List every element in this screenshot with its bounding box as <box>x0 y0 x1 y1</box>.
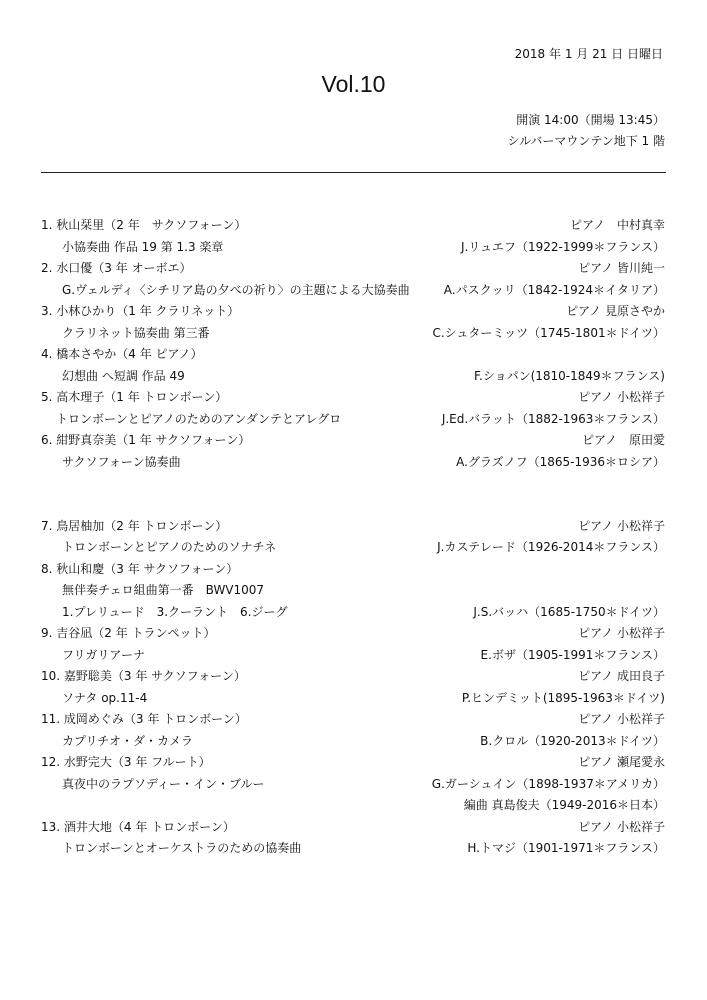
composer: F.ショパン(1810-1849＊フランス) <box>474 369 665 383</box>
composer: J.リュエフ（1922-1999＊フランス） <box>460 240 665 254</box>
program-line <box>0 666 707 686</box>
composer: P.ヒンデミット(1895-1963＊ドイツ) <box>461 691 665 705</box>
composer: C.シュターミッツ（1745-1801＊ドイツ） <box>432 326 665 340</box>
program-line <box>0 752 707 772</box>
performer: 7. 鳥居柚加（2 年 トロンボーン） <box>41 519 228 533</box>
performer: 5. 高木理子（1 年 トロンボーン） <box>41 390 228 404</box>
composer: J.カステレード（1926-2014＊フランス） <box>437 540 665 554</box>
piece-title: 幻想曲 へ短調 作品 49 <box>62 369 185 383</box>
accompanist: ピアノ 見原さやか <box>566 304 665 318</box>
program-line <box>0 731 707 751</box>
performer: 8. 秋山和慶（3 年 サクソフォーン） <box>41 562 239 576</box>
piece-title: 無伴奏チェロ組曲第一番 BWV1007 <box>62 583 265 597</box>
accompanist: ピアノ 成田良子 <box>578 669 665 683</box>
piece-title: カプリチオ・ダ・カメラ <box>62 734 194 748</box>
concert-date: 2018 年 1 月 21 日 日曜日 <box>514 47 663 61</box>
accompanist: ピアノ 中村真幸 <box>569 218 665 232</box>
performer: 9. 吉谷凪（2 年 トランペット） <box>41 626 216 640</box>
volume-title: Vol.10 <box>321 71 386 97</box>
performer: 6. 紺野真奈美（1 年 サクソフォーン） <box>41 433 251 447</box>
accompanist: ピアノ 小松祥子 <box>578 519 665 533</box>
piece-title: サクソフォーン協奏曲 <box>62 455 181 469</box>
piece-title: ソナタ op.11-4 <box>62 691 148 705</box>
program-line <box>0 580 707 600</box>
composer: J.Ed.バラット（1882-1963＊フランス） <box>441 412 665 426</box>
composer: H.トマジ（1901-1971＊フランス） <box>467 841 665 855</box>
accompanist: ピアノ 小松祥子 <box>578 390 665 404</box>
program-line <box>0 430 707 450</box>
movement-list: 1.プレリュード 3.クーラント 6.ジーグ <box>62 605 288 619</box>
program-line <box>0 366 707 386</box>
accompanist: ピアノ 原田愛 <box>581 433 665 447</box>
piece-title: フリガリアーナ <box>62 648 146 662</box>
piece-title: 小協奏曲 作品 19 第 1.3 楽章 <box>62 240 224 254</box>
program-line <box>0 344 707 364</box>
program-line <box>0 709 707 729</box>
program-line <box>0 688 707 708</box>
performer: 11. 成岡めぐみ（3 年 トロンボーン） <box>41 712 247 726</box>
performer: 10. 嘉野聡美（3 年 サクソフォーン） <box>41 669 246 683</box>
program-line <box>0 323 707 343</box>
piece-title: クラリネット協奏曲 第三番 <box>62 326 210 340</box>
program-line <box>0 774 707 794</box>
program-line <box>0 537 707 557</box>
program-line <box>0 452 707 472</box>
program-line <box>0 602 707 622</box>
composer: A.グラズノフ（1865-1936＊ロシア） <box>456 455 665 469</box>
accompanist: ピアノ 小松祥子 <box>578 712 665 726</box>
composer: E.ボザ（1905-1991＊フランス） <box>480 648 665 662</box>
program-line <box>0 516 707 536</box>
header-divider <box>41 172 666 173</box>
program-line <box>0 215 707 235</box>
accompanist: ピアノ 小松祥子 <box>578 626 665 640</box>
composer: J.S.バッハ（1685-1750＊ドイツ） <box>473 605 665 619</box>
program-line <box>0 838 707 858</box>
accompanist: ピアノ 皆川純一 <box>578 261 665 275</box>
performer: 13. 酒井大地（4 年 トロンボーン） <box>41 820 235 834</box>
composer: G.ガーシュイン（1898-1937＊アメリカ） <box>431 777 665 791</box>
piece-title: トロンボーンとピアノのためのアンダンテとアレグロ <box>56 412 342 426</box>
piece-title: 真夜中のラプソディー・イン・ブルー <box>62 777 265 791</box>
program-line <box>0 409 707 429</box>
performer: 12. 水野完大（3 年 フルート） <box>41 755 211 769</box>
program-line <box>0 280 707 300</box>
composer: A.パスクッリ（1842-1924＊イタリア） <box>443 283 665 297</box>
start-time: 開演 14:00（開場 13:45） <box>516 113 665 127</box>
program-line <box>0 795 707 815</box>
program-line <box>0 387 707 407</box>
accompanist: ピアノ 瀬尾愛永 <box>578 755 665 769</box>
program-line <box>0 623 707 643</box>
performer: 2. 水口優（3 年 オーボエ） <box>41 261 192 275</box>
piece-title: トロンボーンとオーケストラのための協奏曲 <box>62 841 302 855</box>
performer: 3. 小林ひかり（1 年 クラリネット） <box>41 304 240 318</box>
program-line <box>0 645 707 665</box>
program-line <box>0 258 707 278</box>
performer: 4. 橋本さやか（4 年 ピアノ） <box>41 347 203 361</box>
program-line <box>0 237 707 257</box>
venue: シルバーマウンテン地下 1 階 <box>507 134 665 148</box>
program-line <box>0 301 707 321</box>
program-line <box>0 559 707 579</box>
piece-title: トロンボーンとピアノのためのソナチネ <box>62 540 277 554</box>
performer: 1. 秋山栞里（2 年 サクソフォーン） <box>41 218 247 232</box>
accompanist: ピアノ 小松祥子 <box>578 820 665 834</box>
composer: B.クロル（1920-2013＊ドイツ） <box>480 734 665 748</box>
piece-title: G.ヴェルディ〈シチリア島の夕べの祈り〉の主題による大協奏曲 <box>62 283 410 297</box>
arranger: 編曲 真島俊夫（1949-2016＊日本） <box>463 798 665 812</box>
program-line <box>0 817 707 837</box>
